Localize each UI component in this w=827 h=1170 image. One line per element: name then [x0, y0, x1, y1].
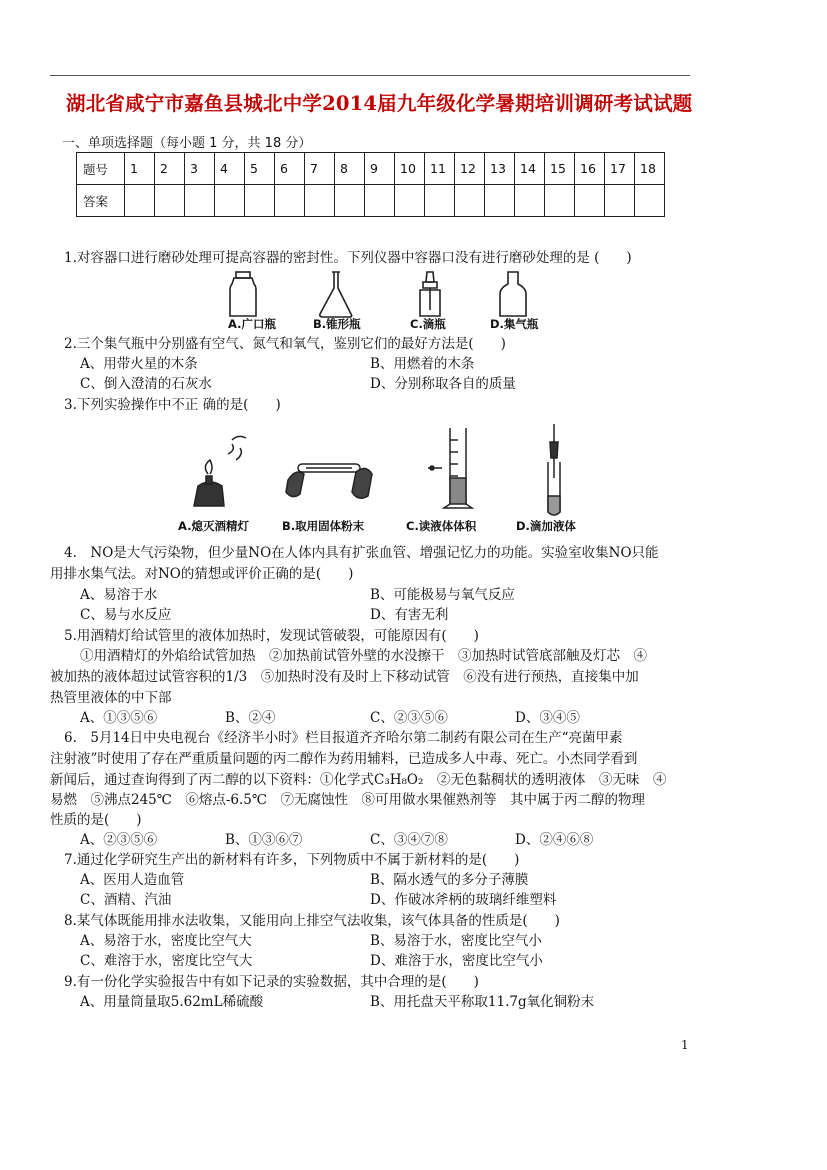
question-5-line-4: 热管里液体的中下部 — [50, 690, 172, 706]
question-5-line-2: ①用酒精灯的外焰给试管加热 ②加热前试管外壁的水没擦干 ③加热时试管底部触及灯芯 ④ — [80, 648, 647, 664]
question-5-option-c[interactable]: C、②③⑤⑥ — [370, 710, 448, 726]
section-heading: 一、单项选择题（每小题 1 分，共 18 分） — [62, 136, 312, 151]
answer-cell[interactable] — [575, 185, 605, 217]
wide-mouth-bottle-icon — [230, 272, 256, 316]
question-6-line-4: 易燃 ⑤沸点245℃ ⑥熔点-6.5℃ ⑦无腐蚀性 ⑧可用做水果催熟剂等 其中属于丙二醇的物理 — [50, 792, 646, 808]
figure-label-a: A.广口瓶 — [228, 317, 276, 331]
question-6-line-1: 6. 5月14日中央电视台《经济半小时》栏目报道齐齐哈尔第二制药有限公司在生产“亮菌甲素 — [64, 730, 623, 746]
question-5-option-d[interactable]: D、③④⑤ — [515, 710, 580, 726]
number-cell: 18 — [635, 153, 665, 185]
question-9-option-b[interactable]: B、用托盘天平称取11.7g氧化铜粉末 — [370, 994, 595, 1010]
answer-cell[interactable] — [245, 185, 275, 217]
question-6-line-2: 注射液”时使用了存在严重质量问题的丙二醇作为药用辅料，已造成多人中毒、死亡。小杰同学看到 — [50, 751, 638, 767]
question-8-stem: 8.某气体既能用排水法收集，又能用向上排空气法收集，该气体具备的性质是( ) — [64, 913, 560, 929]
alcohol-lamp-icon — [194, 436, 246, 506]
operation-label-d: D.滴加液体 — [516, 519, 576, 533]
question-2-option-c[interactable]: C、倒入澄清的石灰水 — [80, 376, 212, 392]
answer-table — [76, 152, 665, 217]
question-5-line-1: 5.用酒精灯给试管里的液体加热时，发现试管破裂，可能原因有( ) — [64, 628, 479, 644]
operation-label-a: A.熄灭酒精灯 — [178, 519, 249, 533]
gas-bottle-icon — [500, 272, 526, 316]
question-7-stem: 7.通过化学研究生产出的新材料有许多，下列物质中不属于新材料的是( ) — [64, 852, 520, 868]
answer-cell[interactable] — [305, 185, 335, 217]
question-6-line-5: 性质的是( ) — [50, 812, 142, 828]
question-2-stem: 2.三个集气瓶中分别盛有空气、氮气和氧气，鉴别它们的最好方法是( ) — [64, 336, 506, 352]
number-cell: 1 — [125, 153, 155, 185]
number-cell: 2 — [155, 153, 185, 185]
operation-label-b: B.取用固体粉末 — [282, 519, 365, 533]
answer-cell[interactable] — [605, 185, 635, 217]
answer-cell[interactable] — [155, 185, 185, 217]
question-8-option-a[interactable]: A、易溶于水，密度比空气大 — [80, 933, 252, 949]
answer-cell[interactable] — [275, 185, 305, 217]
number-cell: 7 — [305, 153, 335, 185]
answer-cell[interactable] — [425, 185, 455, 217]
question-4-option-c[interactable]: C、易与水反应 — [80, 607, 172, 623]
question-2-option-d[interactable]: D、分别称取各自的质量 — [370, 376, 516, 392]
answer-cell[interactable] — [125, 185, 155, 217]
question-6-option-b[interactable]: B、①③⑥⑦ — [225, 832, 303, 848]
number-cell: 15 — [545, 153, 575, 185]
question-9-stem: 9.有一份化学实验报告中有如下记录的实验数据，其中合理的是( ) — [64, 974, 479, 990]
question-4-line-2: 用排水集气法。对NO的猜想或评价正确的是( ) — [50, 566, 354, 582]
exam-title: 湖北省咸宁市嘉鱼县城北中学2014届九年级化学暑期培训调研考试试题 — [66, 92, 693, 115]
question-1-stem: 1.对容器口进行磨砂处理可提高容器的密封性。下列仪器中容器口没有进行磨砂处理的是 ( ) — [64, 250, 632, 266]
question-8-option-d[interactable]: D、难溶于水，密度比空气小 — [370, 953, 543, 969]
number-header: 题号 — [77, 153, 125, 185]
question-5-option-b[interactable]: B、②④ — [225, 710, 276, 726]
conical-flask-icon — [320, 272, 352, 317]
number-cell: 8 — [335, 153, 365, 185]
number-cell: 3 — [185, 153, 215, 185]
answer-cell[interactable] — [335, 185, 365, 217]
answer-cell[interactable] — [185, 185, 215, 217]
question-9-option-a[interactable]: A、用量筒量取5.62mL稀硫酸 — [80, 994, 264, 1010]
number-cell: 16 — [575, 153, 605, 185]
answer-cell[interactable] — [365, 185, 395, 217]
question-7-option-a[interactable]: A、医用人造血管 — [80, 872, 185, 888]
answer-cell[interactable] — [545, 185, 575, 217]
question-2-option-b[interactable]: B、用燃着的木条 — [370, 356, 475, 372]
dropper-bottle-icon — [420, 272, 440, 316]
lab-operations-figure — [180, 420, 600, 520]
answer-cell[interactable] — [635, 185, 665, 217]
question-5-option-a[interactable]: A、①③⑤⑥ — [80, 710, 158, 726]
number-cell: 11 — [425, 153, 455, 185]
number-cell: 10 — [395, 153, 425, 185]
question-4-option-a[interactable]: A、易溶于水 — [80, 587, 158, 603]
number-cell: 5 — [245, 153, 275, 185]
graduated-cylinder-icon — [428, 428, 472, 508]
answer-cell[interactable] — [395, 185, 425, 217]
dropper-icon — [548, 424, 560, 515]
powder-transfer-icon — [286, 464, 372, 498]
number-row — [77, 153, 665, 185]
question-2-option-a[interactable]: A、用带火星的木条 — [80, 356, 198, 372]
header-rule — [50, 75, 690, 76]
number-cell: 13 — [485, 153, 515, 185]
question-6-option-d[interactable]: D、②④⑥⑧ — [515, 832, 594, 848]
question-7-option-c[interactable]: C、酒精、汽油 — [80, 892, 172, 908]
question-8-option-b[interactable]: B、易溶于水，密度比空气小 — [370, 933, 542, 949]
question-4-option-b[interactable]: B、可能极易与氧气反应 — [370, 587, 515, 603]
answer-cell[interactable] — [215, 185, 245, 217]
page-number: 1 — [681, 1038, 689, 1052]
question-7-option-d[interactable]: D、作破冰斧柄的玻璃纤维塑料 — [370, 892, 557, 908]
number-cell: 12 — [455, 153, 485, 185]
number-cell: 9 — [365, 153, 395, 185]
answer-cell[interactable] — [485, 185, 515, 217]
operation-label-c: C.读液体体积 — [406, 519, 477, 533]
question-3-stem: 3.下列实验操作中不正 确的是( ) — [64, 397, 281, 413]
question-7-option-b[interactable]: B、隔水透气的多分子薄膜 — [370, 872, 529, 888]
figure-label-d: D.集气瓶 — [490, 317, 539, 331]
question-5-line-3: 被加热的液体超过试管容积的1/3 ⑤加热时没有及时上下移动试管 ⑥没有进行预热，直接集中加 — [50, 669, 639, 685]
answer-header: 答案 — [77, 185, 125, 217]
number-cell: 14 — [515, 153, 545, 185]
number-cell: 6 — [275, 153, 305, 185]
question-6-line-3: 新闻后，通过查询得到了丙二醇的以下资料：①化学式C₃H₈O₂ ②无色黏稠状的透明液体 ③无味 ④ — [50, 772, 667, 788]
question-6-option-c[interactable]: C、③④⑦⑧ — [370, 832, 448, 848]
figure-label-b: B.锥形瓶 — [313, 317, 361, 331]
answer-cell[interactable] — [455, 185, 485, 217]
question-4-option-d[interactable]: D、有害无利 — [370, 607, 449, 623]
question-8-option-c[interactable]: C、难溶于水，密度比空气大 — [80, 953, 253, 969]
question-6-option-a[interactable]: A、②③⑤⑥ — [80, 832, 158, 848]
answer-row — [77, 185, 665, 217]
number-cell: 4 — [215, 153, 245, 185]
question-4-line-1: 4. NO是大气污染物，但少量NO在人体内具有扩张血管、增强记忆力的功能。实验室收集NO只能 — [64, 545, 659, 561]
figure-label-c: C.滴瓶 — [410, 317, 446, 331]
number-cell: 17 — [605, 153, 635, 185]
glassware-figure — [220, 270, 560, 322]
answer-cell[interactable] — [515, 185, 545, 217]
